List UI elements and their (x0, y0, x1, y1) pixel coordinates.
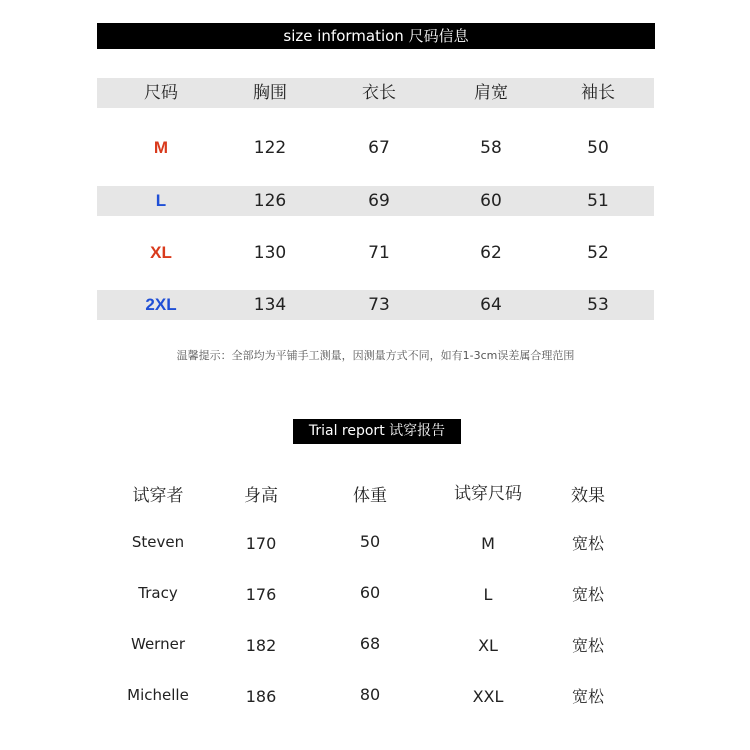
size-row-xl (97, 238, 654, 268)
shoulder-value: 62 (480, 243, 502, 263)
header-chest: 胸围 (253, 83, 287, 103)
tester-height: 176 (245, 585, 277, 604)
header-weight: 体重 (353, 486, 387, 506)
tester-size: XXL (472, 687, 504, 706)
trial-table-header (0, 481, 750, 511)
trial-row (0, 527, 750, 557)
trial-row (0, 578, 750, 608)
measurement-note: 温馨提示：全部均为平铺手工测量，因测量方式不同，如有1-3cm误差属合理范围 (176, 349, 575, 362)
tester-size: XL (478, 636, 498, 655)
shoulder-value: 64 (480, 295, 502, 315)
tester-name: Tracy (138, 584, 178, 602)
header-shoulder: 肩宽 (474, 83, 508, 103)
tester-effect: 宽松 (571, 687, 604, 706)
header-tester: 试穿者 (132, 486, 184, 506)
sleeve-value: 53 (587, 295, 609, 315)
chest-value: 134 (253, 295, 287, 315)
header-height: 身高 (244, 486, 278, 506)
size-info-title: size information 尺码信息 (97, 23, 655, 49)
sleeve-value: 50 (587, 138, 609, 158)
chest-value: 126 (253, 191, 287, 211)
size-row-m (97, 133, 654, 163)
header-size: 尺码 (144, 83, 178, 103)
tester-size: L (483, 585, 493, 604)
tester-effect: 宽松 (571, 534, 604, 553)
tester-effect: 宽松 (571, 636, 604, 655)
length-value: 73 (368, 295, 390, 315)
tester-effect: 宽松 (571, 585, 604, 604)
shoulder-value: 58 (480, 138, 502, 158)
tester-name: Werner (131, 635, 185, 653)
size-row-2xl (97, 290, 654, 320)
sleeve-value: 52 (587, 243, 609, 263)
sleeve-value: 51 (587, 191, 609, 211)
tester-weight: 68 (359, 634, 381, 653)
tester-name: Michelle (127, 686, 189, 704)
chest-value: 130 (253, 243, 287, 263)
trial-row (0, 629, 750, 659)
header-sleeve: 袖长 (581, 83, 615, 103)
tester-height: 186 (245, 687, 277, 706)
size-table-header (97, 78, 654, 108)
tester-height: 182 (245, 636, 277, 655)
tester-name: Steven (131, 533, 185, 551)
size-label: L (155, 191, 167, 210)
header-trial-size: 试穿尺码 (454, 484, 522, 504)
header-length: 衣长 (362, 83, 396, 103)
length-value: 69 (368, 191, 390, 211)
length-value: 67 (368, 138, 390, 158)
trial-report-title: Trial report 试穿报告 (293, 419, 461, 444)
size-label: M (153, 138, 169, 157)
length-value: 71 (368, 243, 390, 263)
trial-row (0, 680, 750, 710)
size-label: 2XL (145, 295, 177, 314)
chest-value: 122 (253, 138, 287, 158)
size-label: XL (150, 243, 172, 262)
header-effect: 效果 (571, 486, 605, 506)
size-row-l (97, 186, 654, 216)
tester-height: 170 (245, 534, 277, 553)
tester-weight: 80 (359, 685, 381, 704)
tester-weight: 50 (359, 532, 381, 551)
shoulder-value: 60 (480, 191, 502, 211)
tester-size: M (481, 534, 495, 553)
tester-weight: 60 (359, 583, 381, 602)
